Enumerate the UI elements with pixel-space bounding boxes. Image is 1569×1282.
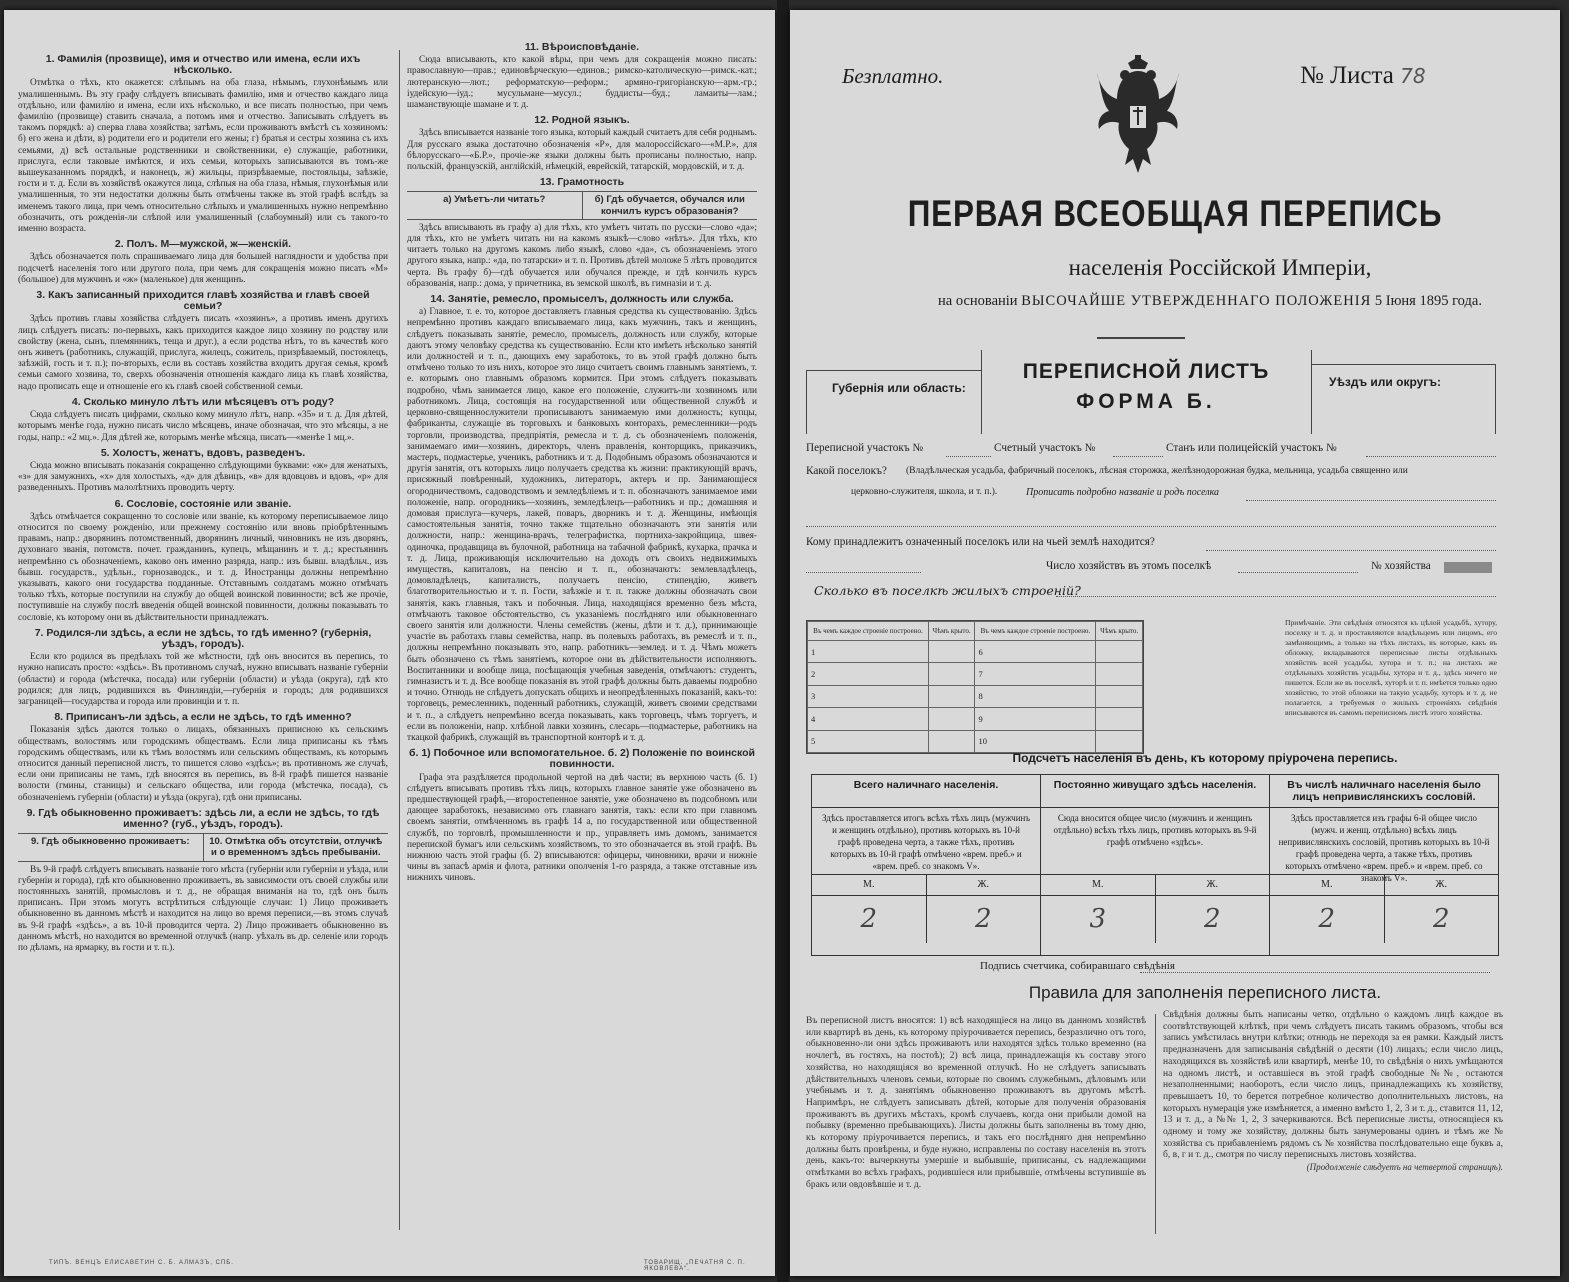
female-label: Ж. (977, 879, 989, 890)
sub-column-left: а) Умѣетъ-ли читать? (407, 192, 583, 218)
rules-continued-note: (Продолженіе слѣдуетъ на четвертой страницѣ). (1306, 1162, 1503, 1173)
section-text: Здѣсь отмѣчается сокращенно то сословіе или званіе, къ которому переписываемое лицо относится по своему рожденію, или прежнему состоянію или вновь пріобрѣтеннымъ правамъ, напр.: дворянинъ потомственный, дворянинъ личный, чиновникъ не изъ дворянъ, духовнаго званія, потомств. почет. гражданинъ, купецъ, мѣщанинъ и т. д.; крестьянинъ непремѣнно съ обозначеніемъ, каково онъ именно разряда, напр.: изъ бывш. владѣльч., изъ бывш. государств., удѣльн., горнозаводск., и т. д. Иностранцы должны непремѣнно указывать, какого они государства подданные. Отставнымъ солдатамъ можно отмѣчать только тѣхъ, которые поступили на службу до общей воинской повинности; всѣ же прочіе, поступившіе на службу послѣ введенія общей воинской повинности, должны показывать то сословіе, къ которому они въ дѣйствительности принадлежатъ. (18, 511, 388, 623)
population-column-desc: Здѣсь проставляется изъ графы 6-й общее число (мужч. и женщ. отдѣльно) всѣхъ лицъ непривислянскихъ сословій, противъ которыхъ въ 10-й графѣ проведена черта, а также тѣхъ, противъ которыхъ отмѣчено «врем. преб.» и «врем. преб. со знакомъ V». (1278, 813, 1490, 883)
section-heading: 8. Приписанъ-ли здѣсь, а если не здѣсь, то гдѣ именно? (54, 711, 352, 724)
sheet-number (1300, 62, 1426, 90)
schetny-blank[interactable] (1113, 456, 1163, 457)
basis-prefix: на основаніи (938, 293, 1018, 309)
poselok-hint-2: церковно-служителя, школа, и т. п.). (851, 487, 998, 497)
sheet-number-value: 78 (1400, 64, 1426, 88)
hoz-label: № хозяйства (1371, 560, 1431, 572)
section-text: Здѣсь обозначается полъ спрашиваемаго лица для большей наглядности и удобства при подсчетѣ населенія того или другого пола, при чемъ для сокращенія можно писать «М» (большое) для мужчинъ и «ж» (маленькое) для женщинъ. (18, 252, 388, 285)
section-heading: б. 1) Побочное или вспомогательное. б. 2) Положеніе по воинской повинности. (409, 747, 755, 771)
sub-columns-header (407, 191, 757, 219)
guberniya-label: Губернія или область: (832, 381, 966, 395)
female-count[interactable]: 2 (1432, 904, 1450, 934)
printer-credit-right: ТОВАРИЩ. „ПЕЧАТНЯ С. П. ЯКОВЛЕВА“. (644, 1260, 746, 1272)
section-text: Показанія здѣсь даются только о лицахъ, обязанныхъ приписною къ сельскимъ обществамъ, волостямъ или городскимъ обществамъ. Если лица приписаны къ тѣмъ городскимъ обществамъ, или къ тѣмъ волостямъ или сельскимъ обществамъ, къ которымъ относится данный переписной листъ, то пишется слово «здѣсь»; въ противномъ же случаѣ, если они приписаны не тамъ, гдѣ вносятся въ перепись, въ 8-й графѣ пишется названіе волости (гмины, станицы) и сельскаго общества, или города (мѣстечка, посада), съ обозначеніемъ губерніи (области) и уѣзда (округа), гдѣ они приписаны. (18, 725, 388, 803)
building-row-num: 2 (808, 663, 929, 685)
section-heading: 11. Вѣроисповѣданіе. (524, 41, 640, 53)
male-count[interactable]: 2 (812, 896, 927, 943)
basis-caps: ВЫСОЧАЙШЕ УТВЕРЖДЕННАГО ПОЛОЖЕНІЯ (1021, 293, 1372, 309)
stan-label: Станъ или полицейскій участокъ № (1166, 442, 1337, 454)
section-text: Отмѣтка о тѣхъ, кто окажется: слѣпымъ на оба глаза, нѣмымъ, глухонѣмымъ или умалишеннымъ. Въ эту графу слѣдуетъ вписывать фамилію, имя и отчество каждаго лица отдѣльно, или фамилію и имена, если ихъ нѣсколько, и все писать полностью, при чемъ фамилію (прозвище) ставить сначала, а потомъ имя и отчество. Записывать слѣдуетъ въ такомъ порядкѣ: а) сперва глава хозяйства; затѣмъ, если проживаютъ вмѣстѣ съ хозяиномъ: б) его жена и дѣти, в) родители его и родители его жены; г) братья и сестры хозяина съ ихъ семьями, д) всѣ остальные родственники и свойственники, е) служащіе, работники, прислуга, если таковые имѣются, и ихъ семьи, которыхъ записываются въ томъ-же вышеуказанномъ порядкѣ, и наконецъ, ж) жильцы, призрѣваемые, постояльцы, заѣзжіе, гости и т. д. Если въ хозяйствѣ окажутся лица, слѣпыя на оба глаза, нѣмыя, глухонѣмыя или умалишенныя, то эти недостатки должны быть отмѣчены также въ этой графѣ вслѣдъ за именемъ такого лица, при чемъ относительно слѣпыхъ и умалишенныхъ нужно непремѣнно обозначить, отъ рожденія-ли слѣпой или умалишенный (слабоумный) или съ такого-то именно возраста. (18, 78, 388, 235)
section-heading: 7. Родился-ли здѣсь, а если не здѣсь, то гдѣ именно? (губернія, уѣздъ, городъ). (34, 626, 372, 650)
enumerator-signature-blank[interactable] (1140, 972, 1490, 973)
sub-column-right: 10. Отмѣтка объ отсутствіи, отлучкѣ и о временномъ здѣсь пребываніи. (209, 836, 383, 859)
rules-divider (1155, 1014, 1156, 1234)
imperial-eagle-emblem-icon (1095, 55, 1181, 185)
female-label: Ж. (1206, 879, 1218, 890)
rules-right-body: Свѣдѣнія должны быть написаны четко, отдѣльно о каждомъ лицѣ каждое въ соотвѣтствующей клѣткѣ, при чемъ слѣдуетъ писать такимъ образомъ, чтобы вся запись умѣстилась внутри клѣтки; отнюдь не переходя за ея рамки. Каждый листъ предназначенъ для записыванія свѣдѣній о десяти (10) лицахъ; если число лицъ, находящихся въ хозяйствѣ или квартирѣ, менѣе 10, то свѣдѣнія о нихъ умѣщаются на одномъ листѣ, и оставшіеся въ этой графѣ свободные №№, остаются незаполненными; наоборотъ, если число лицъ, принадлежащихъ къ хозяйству, превышаетъ 10, то берется потребное количество дополнительныхъ листовъ, на которыхъ нумерація уже измѣняется, а именно вмѣсто 1, 2, 3 и т. д., ставится 11, 12, 13 и т. д., а №№ 1, 2, 3 зачеркиваются. Всѣ переписные листы, относящіеся къ одному и тому же хозяйству, должны быть занумерованы одинъ и тѣмъ же № хозяйства съ прибавленіемъ рядомъ съ № хозяйства послѣдовательно еще буквъ а, б, в, г и т. д., смотря по числу переписныхъ листовъ хозяйства. (1163, 1010, 1503, 1161)
female-label: Ж. (1435, 879, 1447, 890)
section-heading: 5. Холостъ, женатъ, вдовъ, разведенъ. (100, 446, 306, 459)
buildings-col-material: Въ чемъ каждое строеніе построено. (808, 622, 929, 641)
male-label: М. (1270, 875, 1385, 895)
male-label: М. (812, 875, 927, 895)
section-heading: 1. Фамилія (прозвище), имя и отчество или имена, если ихъ нѣсколько. (45, 53, 361, 77)
poselok-label: Какой поселокъ? (806, 465, 887, 477)
rules-right-text (1163, 1010, 1503, 1174)
sub-column-right: б) Гдѣ обучается, обучался или кончилъ курсъ образованія? (594, 194, 745, 217)
population-column-desc: Сюда вносится общее число (мужчинъ и женщинъ отдѣльно) всѣхъ тѣхъ лицъ, противъ которыхъ въ 9-й графѣ отмѣчено «здѣсь». (1053, 813, 1257, 847)
title-divider (1097, 337, 1185, 339)
form-header-box (806, 350, 1496, 434)
buildings-question: Сколько въ поселкѣ жилыхъ строеній? (814, 583, 1081, 598)
location-fields (806, 440, 1506, 600)
perepisnoy-blank[interactable] (946, 456, 991, 457)
population-column (812, 775, 1041, 955)
perepisnoy-label: Переписной участокъ № (806, 442, 924, 454)
section-text: Здѣсь вписывается названіе того языка, который каждый считаетъ для себя роднымъ. Для русскаго языка достаточно обозначенія «Р», для малороссійскаго—«М.Р.», для бѣлорусскаго—«Б.Р.», прочіе-же языки должны быть прописаны полностью, напр. польскій, французскій, англійскій, нѣмецкій, еврейскій, татарскій, мордовскій, и т. д. (407, 128, 757, 173)
building-cell[interactable] (1096, 708, 1143, 730)
section-text: Сюда слѣдуетъ писать цифрами, сколько кому минуло лѣтъ, напр. «35» и т. д. Для дѣтей, которымъ менѣе года, нужно писать число мѣсяцевъ, иначе обозначая, что это мѣсяцы, а не годы, напр.: «2 мц.». Для дѣтей же, которымъ менѣе мѣсяца, писать—«менѣе 1 мц.». (18, 410, 388, 443)
schetny-label: Счетный участокъ № (994, 442, 1096, 454)
section-heading: 9. Гдѣ обыкновенно проживаетъ: здѣсь ли, а если не здѣсь, то гдѣ именно? (губ., уѣздъ, городъ). (26, 806, 380, 830)
building-row-num: 7 (975, 663, 1096, 685)
building-cell[interactable] (928, 641, 975, 663)
population-column-header: Постоянно живущаго здѣсь населенія. (1041, 775, 1269, 808)
section-text: Здѣсь противъ главы хозяйства слѣдуетъ писать «хозяинъ», а противъ именъ другихъ лицъ слѣдуетъ писать: по-первыхъ, какъ приходится каждое лицо хозяину по родству или свойству (жена, сынъ, племянникъ, теща и друг.), а если родства нѣтъ, то въ качествѣ кого онъ живетъ (работникъ, служащій, прислуга, жилецъ, сожитель, призрѣваемый, постоялецъ, заѣзжій, гость и т. п.); по-вторыхъ, если въ составъ хозяйства входитъ другая семья, кромѣ семьи самого хозяина, то, сверхъ обозначенія отношенія каждаго лица къ главѣ хозяйства, надо прописать еще и отношеніе его къ главѣ своей собственной семьи. (18, 314, 388, 392)
building-row-num: 5 (808, 730, 929, 752)
building-row-num: 9 (975, 708, 1096, 730)
section-heading: 12. Родной языкъ. (534, 114, 630, 127)
building-row-num: 6 (975, 641, 1096, 663)
section-heading: 13. Грамотность (539, 176, 625, 189)
building-cell[interactable] (1096, 685, 1143, 707)
buildings-table (806, 620, 1144, 754)
building-cell[interactable] (928, 708, 975, 730)
instructions-column-2 (407, 38, 757, 1238)
population-column (1041, 775, 1270, 955)
population-count-table (811, 774, 1499, 956)
komu-blank[interactable] (1206, 550, 1496, 551)
left-page-instructions (4, 10, 775, 1276)
population-column-desc: Здѣсь проставляется итогъ всѣхъ тѣхъ лицъ (мужчинъ и женщинъ отдѣльно), противъ которыхъ въ 10-й графѣ проведена черта, а также тѣхъ, противъ которыхъ въ 10-й графѣ отмѣчено «врем. преб.» и «врем. преб. со знакомъ V». (821, 813, 1030, 871)
section-heading: 4. Сколько минуло лѣтъ или мѣсяцевъ отъ роду? (71, 395, 335, 408)
hoz-redacted (1444, 562, 1492, 573)
section-text: Сюда можно вписывать показанія сокращенно слѣдующими буквами: «ж» для женатыхъ, «з» для замужнихъ, «х» для холостыхъ, «д» для дѣвицъ, «в» для вдовцовъ и вдовъ, «р» для разведенныхъ. Противъ малолѣтнихъ проводить черту. (18, 460, 388, 494)
printer-credit-left: ТИПЪ. ВЕНЦЪ ЕЛИСАВЕТИН С. Б. АЛМАЗЪ, СПБ. (49, 1260, 234, 1266)
section-text: Здѣсь вписывають въ графу а) для тѣхъ, кто умѣетъ читать по русски—слово «да»; для тѣхъ, кто не умѣетъ читать ни на какомъ языкѣ—слово «нѣтъ». Для тѣхъ, кто читаетъ только на другомъ какомъ либо языкѣ, слово «да», съ обозначеніемъ этого другого языка, напр.: «да, по татарски» и т. п. Противъ дѣтей моложе 5 лѣтъ проводится черта. Въ графу б)—гдѣ обучается или обучался прежде, и гдѣ кончилъ курсъ образованія, напр.: дома, у причетника, въ земской школѣ, въ гимназіи и т. д. (407, 222, 757, 289)
poselok-blank-2 (806, 526, 1496, 527)
building-cell[interactable] (928, 663, 975, 685)
section-heading: 2. Полъ. М—мужской, ж—женскій. (114, 238, 292, 251)
legal-basis (790, 293, 1560, 310)
sub-columns-header (18, 833, 388, 861)
free-label: Безплатно. (842, 64, 944, 88)
enumerator-signature-label: Подпись счетчика, собиравшаго свѣдѣнія (980, 960, 1175, 972)
section-heading: 3. Какъ записанный приходится главѣ хозяйства и главѣ своей семьи? (36, 289, 370, 313)
male-count[interactable]: 3 (1041, 896, 1156, 943)
building-cell[interactable] (1096, 641, 1143, 663)
stan-blank[interactable] (1366, 456, 1496, 457)
komu-label: Кому принадлежитъ означенный поселокъ или на чьей землѣ находится? (806, 536, 1155, 548)
column-divider (399, 50, 400, 1230)
uezd-label: Уѣздъ или округъ: (1329, 375, 1442, 389)
census-title: ПЕРВАЯ ВСЕОБЩАЯ ПЕРЕПИСЬ (907, 193, 1443, 234)
sheet-number-label: № Листа (1300, 62, 1394, 89)
poselok-blank[interactable] (1246, 500, 1496, 501)
building-row-num: 4 (808, 708, 929, 730)
komu-blank-2 (806, 572, 921, 573)
building-cell[interactable] (928, 685, 975, 707)
buildings-note: Примѣчаніе. Эти свѣдѣнія относятся къ цѣлой усадьбѣ, хутору, поселку и т. д. и проставляются владѣльцемъ или лицомъ, его замѣняющимъ, а только на тѣхъ листахъ, въ которые, какъ въ обложку, вкладываются переписные листы отдѣльныхъ хозяйствъ всей усадьбы, хутора и т. п.; на листахъ же отдѣльныхъ хозяйствъ усадьбы, хутора и т. д., здѣсь ничего не пишется. Если же въ поселкѣ, хуторѣ и т. п. имѣется только одно хозяйство, то этой обложки на такую усадьбу, хуторъ и т. д. не полагается, а требуемыя о жилыхъ строеніяхъ свѣдѣнія вписываются въ самомъ переписномъ листѣ этого хозяйства. (1285, 618, 1497, 717)
form-title: ПЕРЕПИСНОЙ ЛИСТЪ (1022, 360, 1270, 383)
population-column-header: Всего наличнаго населенія. (812, 775, 1040, 808)
buildings-col-roof: Чѣмъ крыто. (928, 622, 975, 641)
male-count[interactable]: 2 (1270, 896, 1385, 943)
section-heading: 6. Сословіе, состояніе или званіе. (114, 497, 292, 510)
rules-left-text: Въ переписной листъ вносятся: 1) всѣ находящіеся на лицо въ данномъ хозяйствѣ или квартирѣ въ день, къ которому пріурочивается перепись, безразлично отъ того, обыкновенно-ли они здѣсь проживаютъ или находятся здѣсь только временно (на ночлегѣ, въ гостяхъ, на постоѣ); 2) всѣ лица, принадлежащія къ составу этого хозяйства, но находящіяся во временной отлучкѣ. Но не слѣдуетъ записывать дѣйствительныхъ членовъ семьи, которые по своимъ служебнымъ, дѣловымъ или учебнымъ и т. д. занятіямъ обыкновенно проживаютъ въ другомъ мѣстѣ. Напримѣръ, не слѣдуетъ записывать дѣтей, которые для полученія образованія проживаютъ въ другихъ мѣстахъ, кромѣ случаевъ, когда они прибыли домой на побывку (временно пребывающихъ). Листы должны быть заполнены въ тому дню, къ которому пріурочивается перепись, и такъ его послѣдняго дня непремѣнно должны быть провѣрены, и буде нужно, исправлены по составу населенія въ этотъ день, какъ-то: вычеркнуты умершіе и выбывшіе, приписаны, съ надлежащими отмѣтками во всѣхъ графахъ, родившіеся или прибывшіе, отмѣчены вступившіе въ бракъ или овдовѣвшіе и т. д. (806, 1016, 1146, 1190)
population-column (1270, 775, 1498, 955)
instructions-column-1 (18, 50, 388, 1250)
female-count[interactable]: 2 (1203, 904, 1221, 934)
population-count-title: Подсчетъ населенія въ день, къ которому пріурочена перепись. (1012, 751, 1398, 765)
male-label: М. (1041, 875, 1156, 895)
poselok-hint-3: Прописать подробно названіе и родъ поселка (1026, 487, 1220, 498)
census-subtitle: населенія Россійской Имперіи, (1068, 255, 1372, 280)
chislo-blank[interactable] (1238, 572, 1358, 573)
book-gutter (777, 0, 789, 1282)
buildings-col-roof-2: Чѣмъ крыто. (1096, 622, 1143, 641)
building-cell[interactable] (1096, 730, 1143, 752)
section-text: Графа эта раздѣляется продольной чертой на двѣ части; въ верхнюю часть (б. 1) слѣдуетъ вписывать противъ тѣхъ лицъ, которыхъ главное занятіе уже обозначено въ предшествующей графѣ,—второстепенное занятіе, уже обозначено въ подсобномъ или дающее заработокъ, независимо отъ главнаго занятія, такъ: если кто при главномъ своемъ занятіи, отмѣченномъ въ графѣ 14 а, по государственной или общественной службѣ, по торговлѣ, промышленности и пр., управляетъ имъ домомъ, занимается перепиской бумагъ или сельскимъ хозяйствомъ, то это обозначается въ этой графѣ. Въ нижнюю часть этой графы (б. 2) вписываются: офицеры, чиновники, врачи и нижніе чины въ запасѣ армія и флота, ратники ополченія 1-го разряда, а также отставные изъ нижнихъ чиновъ. (407, 772, 757, 884)
section-text: Сюда вписывають, кто какой вѣры, при чемъ для сокращенія можно писать: православную—прав.; единовѣрческую—единов.; римско-католическую—римск.-кат.; лютеранскую—лют.; реформатскую—реформ.; армяно-григоріанскую—арм.-гр.; іудейскую—іуд.; мусульмане—мусул.; буддисты—буд.; ламаиты—лам.; шаманствующіе шамане и т. д. (407, 55, 757, 111)
section-text: а) Главное, т. е. то, которое доставляетъ главныя средства къ существованію. Здѣсь непремѣнно противъ каждаго вписываемаго лица, какъ мужчинъ, такъ и женщинъ, слѣдуетъ показывать занятіе, ремесло, промыселъ, должность или службу, которые даютъ этому человѣку средства къ существованію. Если кто имѣетъ нѣсколько занятій или должностей и т. п., дающихъ ему заработокъ, то въ этой графѣ должно быть отмѣчено только то изъ нихъ, которое это лицо считаетъ своимъ главнымъ занятіемъ, т. е. которымъ оно главнымъ образомъ кормится. При этомъ слѣдуетъ показывать подробно, чѣмъ занимается лицо, какое его положеніе, служитъ-ли хозяиномъ или работникомъ. Лица, состоящія на государственной или общественной службѣ и церковно-священнослужители прописываютъ занимаемую ими должность; купцы, фабриканты, служащіе въ торговыхъ и банковыхъ конторахъ, ремесленники—родъ торговли, производства, предпріятія, ремесла и т. д. съ обозначеніемъ положенія, занимаемаго ими—хозяинъ, директоръ, членъ правленія, конторщикъ, приказчикъ, мастеръ, подмастерье, ученикъ, работникъ и т. д. Подобнымъ образомъ обозначаются и другія занятія, отъ которыхъ лицо получаетъ средства къ жизни: практикующій врачъ, присяжный повѣренный, художникъ, литераторъ, актеръ и пр. Занимающіеся огородничествомъ, садоводствомъ и земледѣліемъ и т. п. обозначаютъ занимаемое ими положеніе, напр. огородникъ—хозяинъ, земледѣлецъ—работникъ и пр.; домашняя и домовая прислуга—кучеръ, лакей, поваръ, дворникъ и т. д. Женщины, имѣющія самостоятельныя занятія, точно также тщательно обозначаютъ эти занятія или должности, напр.: женщина-врачъ, телеграфистка, портниха-закройщица, швея-одиночка, продавщица въ булочной, работница на табачной фабрикѣ, кухарка, прачка и т. д. Лица, проживающія исключительно на доходъ отъ своихъ недвижимыхъ имуществъ, капиталовъ, на пенсію и т. п., обозначаютъ: землевладѣлецъ, домовладѣлецъ, капиталистъ, получаетъ пенсію, стипендію, живетъ благотворительностью и т. п. Гости, заѣзжіе и т. п. также должны обозначать свои занятія, какъ главныя, такъ и побочныя. Лица, находящіяся временно безъ мѣста, отмѣчаютъ таковое обстоятельство, съ указаніемъ послѣдняго или обыкновеннаго своего занятія или должности. Члены семействъ (жены, дѣти и т. д.), принимающіе участіе въ работахъ главы семейства, напр. въ полевыхъ работахъ, въ ремеслѣ и т. п., должны непремѣнно показывать это, напр. работникъ—землед. и т. д. Чѣмъ можетъ быть обозначено съ тѣмъ занятіемъ, которое они въ дѣйствительности исполняютъ. Воспитанники и вообще лица, посѣщающія учебныя заведенія, отмѣчаютъ: студентъ, гимназистъ и т. д. Все вообще показанія въ этой графѣ должны быть даваемы подробно и точно. Отнюдь не слѣдуетъ допускать общихъ и неопредѣленныхъ показаній, какъ-то: торговецъ, ремесленникъ, поденный работникъ, служащій, живетъ своими средствами и т. п., а слѣдуетъ непремѣнно всегда показывать, какъ торговецъ, чѣмъ торгуетъ, и если въ положеніи, напр. хлѣбной лавки хозяинъ, слесарь—подмастерье, работникъ на ткацкой фабрикѣ, служащій въ транспортной конторѣ и т. д. (407, 307, 757, 743)
building-cell[interactable] (928, 730, 975, 752)
building-row-num: 10 (975, 730, 1096, 752)
chislo-label: Число хозяйствъ въ этомъ поселкѣ (1046, 560, 1212, 572)
buildings-col-material-2: Въ чемъ каждое строеніе построено. (975, 622, 1096, 641)
rules-title: Правила для заполненія переписного листа. (1028, 983, 1382, 1002)
section-text: Въ 9-й графѣ слѣдуетъ вписывать названіе того мѣста (губерніи или губерніи и уѣзда, или губерніи и города), гдѣ кто обыкновенно проживаетъ, въ зависимости отъ своей службы или постоянныхъ занятій, промысловъ и т. д., не обращая вниманія на то, гдѣ онъ былъ приписанъ. При этомъ могутъ встрѣтиться слѣдующіе случаи: 1) Лицо проживаетъ обыкновенно въ данномъ мѣстѣ и находится на лицо во время переписи,—въ этомъ случаѣ въ 9-й графѣ «здѣсь», а въ 10-й проводится черта. 2) Лицо проживаетъ обыкновенно въ данномъ мѣстѣ, но находится во временной отлучкѣ (напр. уѣхалъ въ др. селеніе или городъ по дѣламъ, на ярмарку, въ гости и т. п.). (18, 864, 388, 954)
female-count[interactable]: 2 (974, 904, 992, 934)
building-row-num: 8 (975, 685, 1096, 707)
building-row-num: 1 (808, 641, 929, 663)
population-column-header: Въ числѣ наличнаго населенія было лицъ непривислянскихъ сословій. (1270, 775, 1498, 808)
building-row-num: 3 (808, 685, 929, 707)
poselok-hint: (Владѣльческая усадьба, фабричный поселокъ, лѣсная сторожка, желѣзнодорожная будка, мельница, усадьба священно или (906, 466, 1408, 476)
section-text: Если кто родился въ предѣлахъ той же мѣстности, гдѣ онъ вносится въ перепись, то нужно написать просто: «здѣсь». Въ противномъ случаѣ, нужно вписывать названіе губерніи (области) и города (мѣстечка, посада) или губерніи (области) и уѣзда (округа), гдѣ кто родился; для лицъ, родившихся въ Финляндіи,—губернія и городъ; для родившихся заграницей—государства и города или провинціи и т. п. (18, 652, 388, 707)
form-subtitle: ФОРМА Б. (1076, 390, 1216, 413)
basis-date: 5 Іюня 1895 года. (1374, 293, 1482, 309)
building-cell[interactable] (1096, 663, 1143, 685)
sub-column-left: 9. Гдѣ обыкновенно проживаетъ: (18, 834, 204, 860)
section-heading: 14. Занятіе, ремесло, промыселъ, должность или служба. (430, 293, 734, 306)
right-page-census-form (790, 10, 1560, 1276)
buildings-blank (1056, 596, 1496, 597)
